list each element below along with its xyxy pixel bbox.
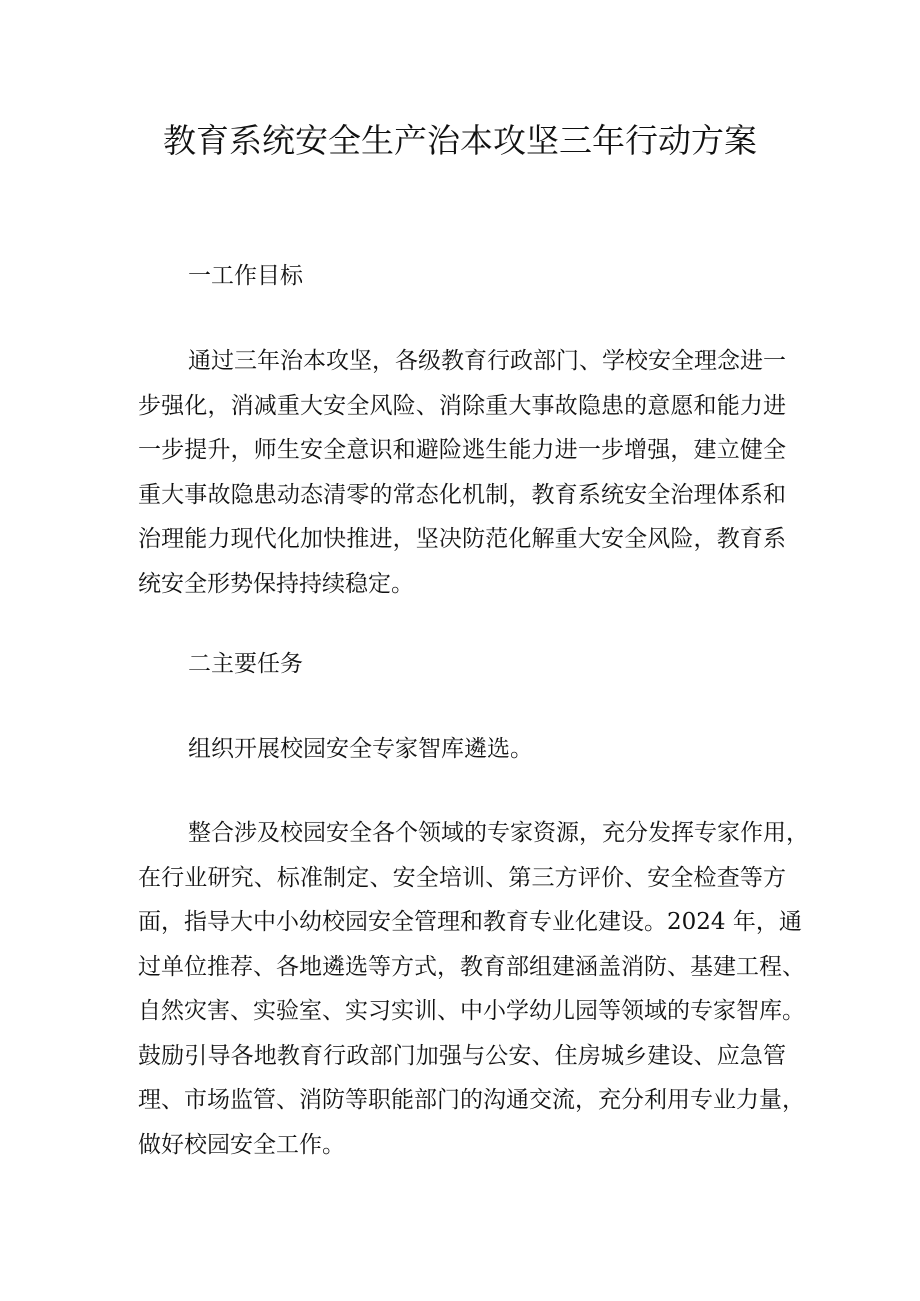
paragraph-line: 在行业研究、标准制定、安全培训、第三方评价、安全检查等方 — [138, 864, 786, 891]
task-subheading: 组织开展校园安全专家智库遴选。 — [188, 736, 533, 762]
document-title: 教育系统安全生产治本攻坚三年行动方案 — [163, 121, 757, 160]
paragraph-line: 过单位推荐、各地遴选等方式，教育部组建涵盖消防、基建工程、 — [138, 953, 805, 980]
section-paragraph-tasks — [138, 811, 809, 1167]
paragraph-line: 一步提升，师生安全意识和避险逃生能力进一步增强，建立健全 — [138, 437, 786, 463]
paragraph-line: 步强化，消减重大安全风险、消除重大事故隐患的意愿和能力进 — [138, 392, 786, 419]
section-heading-tasks: 二主要任务 — [188, 651, 303, 677]
paragraph-line: 做好校园安全工作。 — [138, 1131, 345, 1158]
section-paragraph-goals — [138, 339, 786, 606]
paragraph-line: 自然灾害、实验室、实习实训、中小学幼儿园等领域的专家智库。 — [138, 998, 805, 1024]
paragraph-line: 统安全形势保持持续稳定。 — [138, 570, 414, 597]
paragraph-line: 重大事故隐患动态清零的常态化机制，教育系统安全治理体系和 — [138, 481, 786, 508]
paragraph-line: 通过三年治本攻坚，各级教育行政部门、学校安全理念进一 — [188, 348, 786, 374]
section-heading-goals: 一工作目标 — [188, 263, 303, 289]
paragraph-line: 面，指导大中小幼校园安全管理和教育专业化建设。2024 年，通 — [138, 909, 802, 935]
paragraph-line: 理、市场监管、消防等职能部门的沟通交流，充分利用专业力量， — [138, 1087, 805, 1113]
paragraph-line: 整合涉及校园安全各个领域的专家资源，充分发挥专家作用， — [188, 820, 809, 846]
paragraph-line: 鼓励引导各地教育行政部门加强与公安、住房城乡建设、应急管 — [138, 1042, 786, 1069]
paragraph-line: 治理能力现代化加快推进，坚决防范化解重大安全风险，教育系 — [138, 526, 786, 552]
